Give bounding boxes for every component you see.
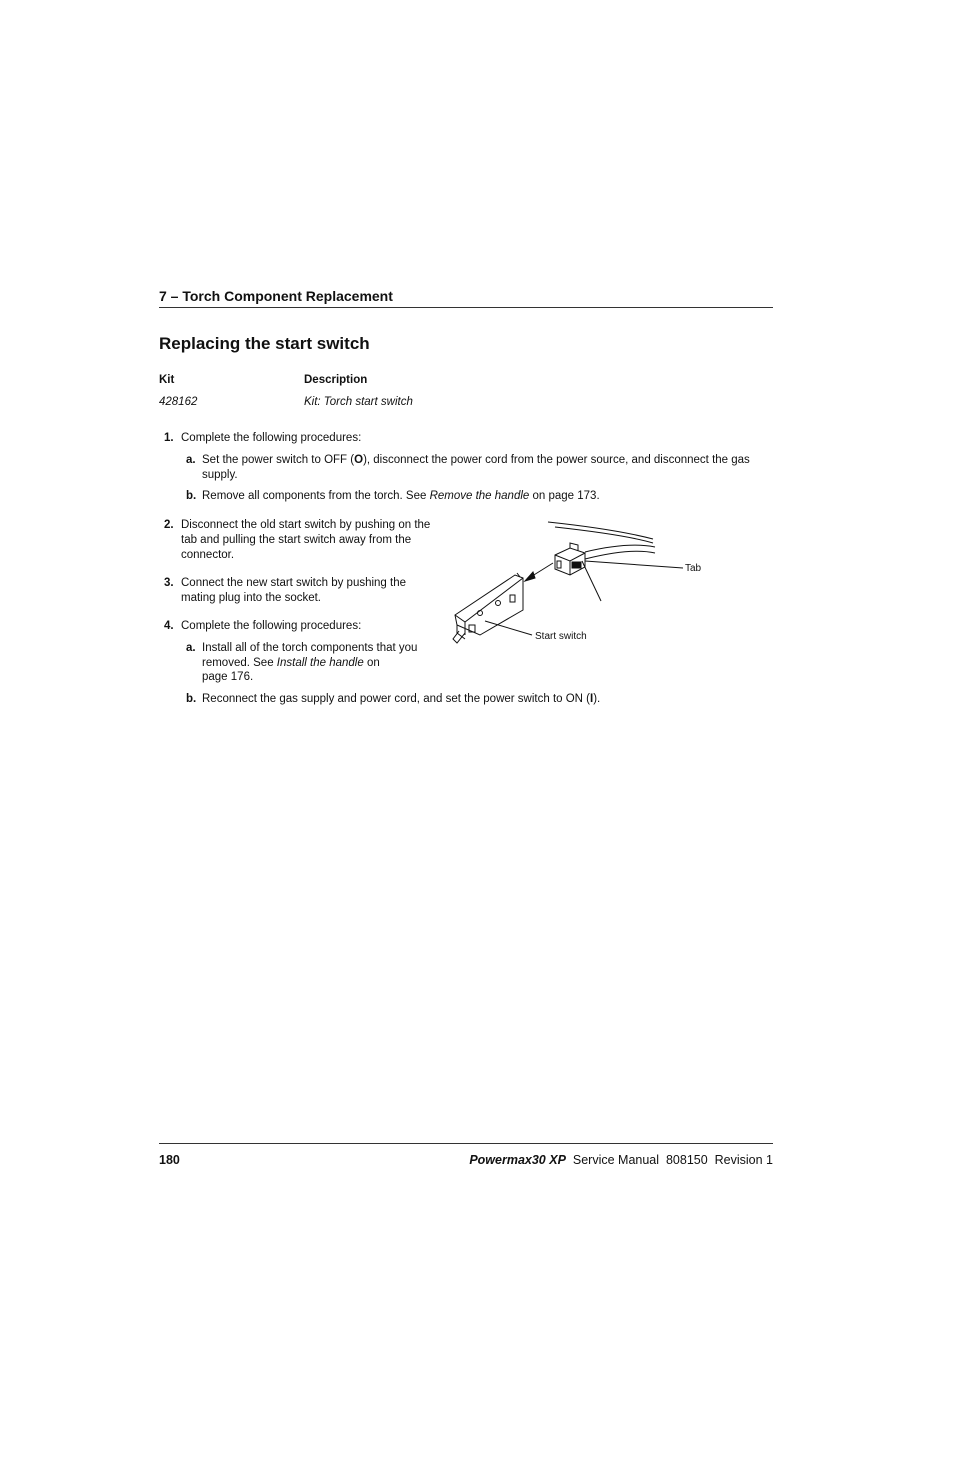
step-1b: [186, 489, 600, 504]
tab-leader-line: [585, 561, 683, 568]
footer-info: [469, 1153, 773, 1167]
substep-text-cont: ).: [593, 693, 601, 705]
substep-text-cont: on: [363, 657, 380, 669]
step-4a: [186, 641, 417, 656]
cross-reference-link[interactable]: Install the handle: [276, 657, 364, 669]
substep-label: b.: [186, 490, 197, 502]
substep-text: Install all of the torch components that you: [202, 642, 418, 654]
step-2-line3: connector.: [181, 549, 235, 561]
step-2: [164, 518, 430, 533]
substep-text-cont: ), disconnect the power cord from the power source, and disconnect the gas: [363, 454, 750, 466]
wire-path: [585, 545, 655, 552]
step-3-line2: mating plug into the socket.: [181, 592, 321, 604]
step-1a: [186, 453, 776, 468]
step-text: Disconnect the old start switch by pushing on the: [181, 519, 431, 531]
footer-spacer: [566, 1153, 573, 1167]
product-name: Powermax30 XP: [469, 1153, 566, 1167]
step-3: [164, 576, 406, 591]
step-text: Complete the following procedures:: [181, 432, 362, 444]
substep-label: a.: [186, 642, 196, 654]
step-4a-line3: page 176.: [202, 671, 254, 683]
page-number: 180: [159, 1153, 180, 1167]
kit-number: 428162: [159, 396, 198, 408]
on-symbol: I: [590, 693, 594, 705]
manual-info: Service Manual 808150 Revision 1: [572, 1153, 773, 1167]
step-2-line2: tab and pulling the start switch away from the: [181, 534, 412, 546]
step-4b: [186, 692, 600, 707]
arrow-head: [525, 572, 535, 581]
start-switch-body: [453, 573, 523, 643]
substep-text-cont: on page 173.: [529, 490, 600, 502]
section-title: Replacing the start switch: [159, 334, 370, 353]
kit-description: Kit: Torch start switch: [304, 396, 413, 408]
step-4: [164, 619, 361, 634]
start-switch-label: Start switch: [535, 631, 587, 642]
step-number: 2.: [164, 519, 174, 531]
kit-column-header: Kit: [159, 374, 175, 386]
step-number: 3.: [164, 577, 174, 589]
wire-path: [548, 522, 653, 539]
substep-text: Set the power switch to OFF (: [202, 454, 355, 466]
header-rule: [159, 307, 773, 308]
step-1: [164, 431, 361, 446]
connector-leader-line: [582, 561, 601, 601]
substep-label: b.: [186, 693, 197, 705]
chapter-heading: 7 – Torch Component Replacement: [159, 288, 393, 304]
step-text: Connect the new start switch by pushing the: [181, 577, 407, 589]
step-number: 4.: [164, 620, 174, 632]
tab-label: Tab: [685, 563, 702, 574]
substep-text: Remove all components from the torch. See: [202, 490, 430, 502]
footer-rule: [159, 1143, 773, 1144]
off-symbol: O: [354, 454, 364, 466]
step-text: Complete the following procedures:: [181, 620, 362, 632]
cross-reference-link[interactable]: Remove the handle: [429, 490, 530, 502]
description-column-header: Description: [304, 374, 368, 386]
wire-path: [585, 551, 655, 559]
step-1a-line2: supply.: [202, 469, 238, 481]
step-4a-line2: [202, 656, 380, 671]
connector-shape: [555, 543, 585, 575]
substep-text: removed. See: [202, 657, 277, 669]
substep-text: Reconnect the gas supply and power cord, and set the power switch to ON (: [202, 693, 591, 705]
substep-label: a.: [186, 454, 196, 466]
step-number: 1.: [164, 432, 174, 444]
